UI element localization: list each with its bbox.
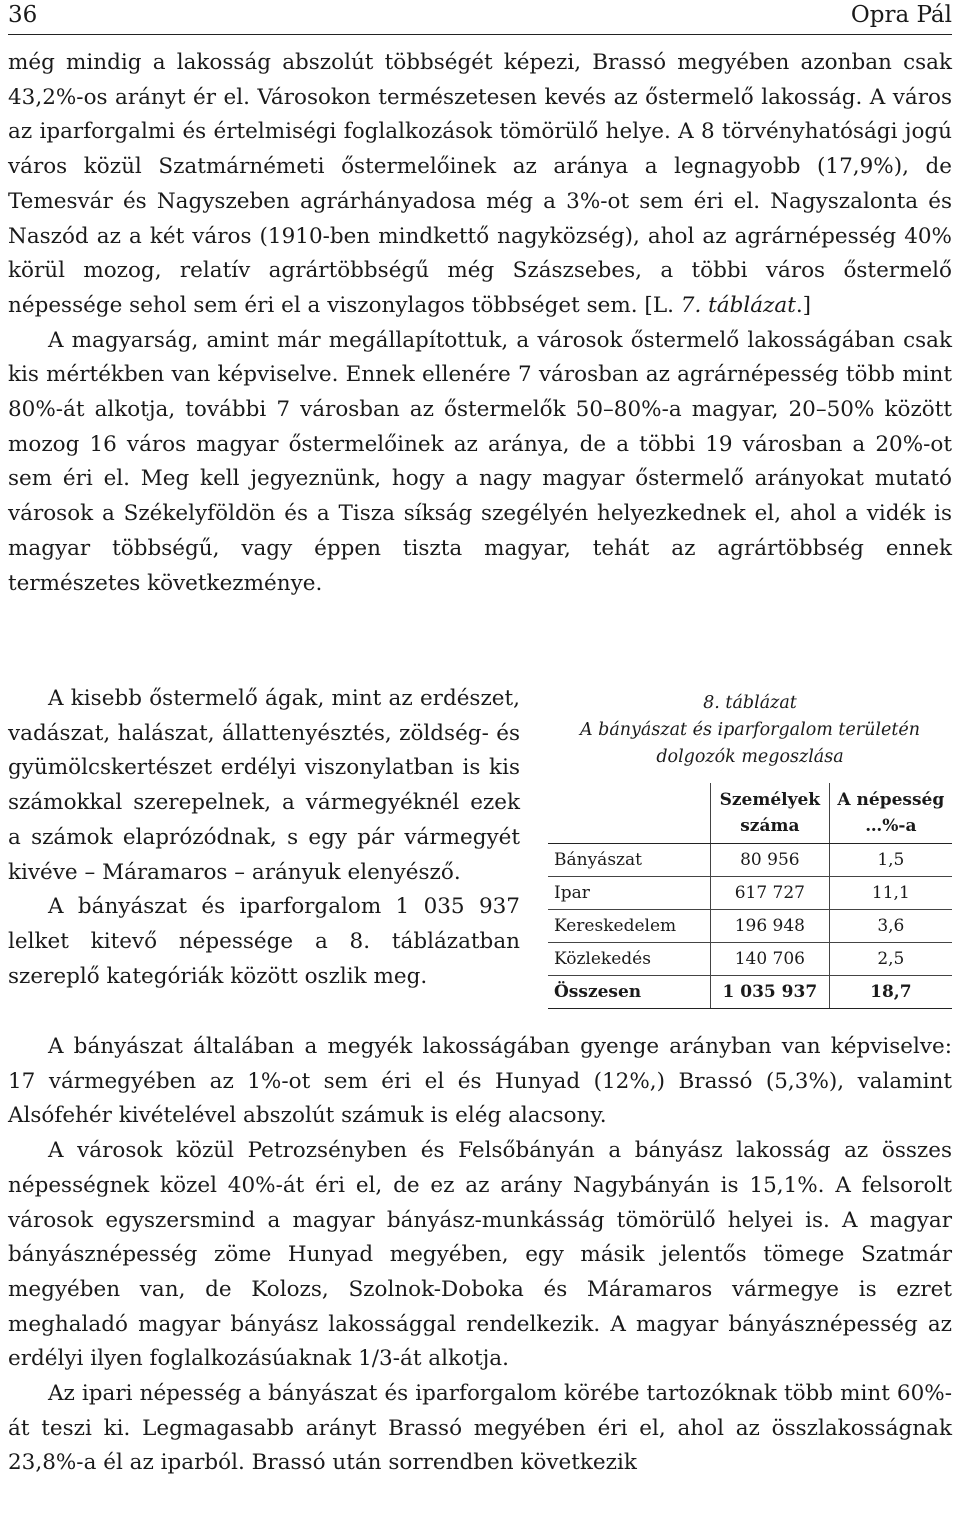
paragraph: A bányászat és iparforgalom 1 035 937 lelket kitevő népessége a 8. táblázatban szereplő kategóriák között oszlik meg. bbox=[8, 894, 520, 989]
total-count: 1 035 937 bbox=[711, 976, 830, 1009]
row-percent: 3,6 bbox=[829, 910, 952, 943]
total-label: Összesen bbox=[548, 976, 711, 1009]
paragraph: A kisebb őstermelő ágak, mint az erdészet, vadászat, halászat, állattenyésztés, zöldség- és gyümölcskertészet erdélyi viszonylatban is kis számokkal szerepelnek, a vármegyéknél ezek a számok elaprózódnak, s egy pár vármegyét kivéve – Máramaros – arányuk elenyésző. bbox=[8, 686, 520, 885]
header-count bbox=[711, 783, 830, 844]
table-number: 8. táblázat bbox=[703, 693, 797, 713]
header-percent-line-1: A népesség bbox=[837, 790, 945, 810]
table-row bbox=[548, 910, 952, 943]
table-caption bbox=[548, 690, 952, 771]
row-label: Közlekedés bbox=[548, 943, 711, 976]
row-percent: 2,5 bbox=[829, 943, 952, 976]
header-count-line-2: száma bbox=[740, 816, 800, 836]
body-section-1 bbox=[8, 46, 952, 601]
row-percent: 1,5 bbox=[829, 844, 952, 877]
table-total-row bbox=[548, 976, 952, 1009]
table-title-line-2: dolgozók megoszlása bbox=[656, 747, 844, 767]
header-category bbox=[548, 783, 711, 844]
table-row bbox=[548, 844, 952, 877]
table-title-line-1: A bányászat és iparforgalom területén bbox=[579, 720, 921, 740]
total-percent: 18,7 bbox=[829, 976, 952, 1009]
paragraph-text: még mindig a lakosság abszolút többségét képezi, Brassó megyében azonban csak 43,2%-os arányt ér el. Városokon természetesen kevés az őstermelő lakosság. A város az iparforgalmi és értelmiségi foglalkozások tömörülő helye. A 8 törvényhatósági jogú város közül Szatmárnémeti őstermelőinek az aránya a legnagyobb (17,9%), de Temesvár és Nagyszeben agrárhányadosa még a 3%-ot sem éri el. Nagyszalonta és Naszód az a két város (1910-ben mindkettő nagyközség), ahol az agrárnépesség 40% körül mozog, relatív agrártöbbségű még Szászsebes, a többi város őstermelő népessége sehol sem éri el a viszonylagos többséget sem. [L. bbox=[8, 50, 952, 318]
table-header-row bbox=[548, 783, 952, 844]
paragraph: A magyarság, amint már megállapítottuk, a városok őstermelő lakosságában csak kis mértékben van képviselve. Ennek ellenére 7 városban az agrárnépesség több mint 80%-át alkotja, további 7 városban az őstermelők 50–80%-a magyar, 20–50% között mozog 16 város magyar őstermelőinek az aránya, de a többi 19 városban a 20%-ot sem éri el. Meg kell jegyeznünk, hogy a nagy magyar őstermelő arányokat mutató városok a Székelyföldön és a Tisza síkság szegélyén helyezkednek el, ahol a vidék is magyar többségű, vagy éppen tiszta magyar, tehát az agrártöbbség ennek természetes következménye. bbox=[8, 327, 952, 596]
paragraph bbox=[8, 46, 952, 324]
paragraph: A bányászat általában a megyék lakosságában gyenge arányban van képviselve: 17 vármegyében az 1%-ot sem éri el és Hunyad (12%,) Brassó (5,3%), valamint Alsófehér kivételével abszolút számuk is elég alacsony. bbox=[8, 1034, 952, 1129]
row-count: 80 956 bbox=[711, 844, 830, 877]
running-head-author: Opra Pál bbox=[850, 2, 952, 28]
row-count: 140 706 bbox=[711, 943, 830, 976]
header-count-line-1: Személyek bbox=[719, 790, 821, 810]
row-count: 617 727 bbox=[711, 877, 830, 910]
row-label: Kereskedelem bbox=[548, 910, 711, 943]
paragraph: A városok közül Petrozsényben és Felsőbányán a bányász lakosság az összes népességnek közel 40%-át éri el, de ez az arány Nagybányán is 15,1%. A felsorolt városok egyszersmind a magyar bányász-munkásság tömörülő helyei is. A magyar bányásznépesség zöme Hunyad megyében, egy másik jelentős tömege Szatmár megyében van, de Kolozs, Szolnok-Doboka és Máramaros vármegye is ezret meghaladó magyar bányász lakossággal rendelkezik. A magyar bányásznépesség az erdélyi ilyen foglalkozásúaknak 1/3-át alkotja. bbox=[8, 1138, 952, 1372]
employment-table bbox=[548, 783, 952, 1009]
paragraph: Az ipari népesség a bányászat és iparforgalom körébe tartozóknak több mint 60%-át teszi ki. Legmagasabb arányt Brassó megyében éri el, ahol az összlakosságnak 23,8%-a él az iparból. Brassó után sorrendben következik bbox=[8, 1381, 952, 1476]
row-count: 196 948 bbox=[711, 910, 830, 943]
table-row bbox=[548, 943, 952, 976]
body-section-3 bbox=[8, 1030, 952, 1481]
wrapped-text-column bbox=[8, 682, 520, 994]
table-8-block bbox=[548, 690, 952, 1009]
row-percent: 11,1 bbox=[829, 877, 952, 910]
page-number: 36 bbox=[8, 2, 38, 28]
table-row bbox=[548, 877, 952, 910]
table-reference: 7. táblázat bbox=[680, 292, 796, 318]
header-percent bbox=[829, 783, 952, 844]
row-label: Ipar bbox=[548, 877, 711, 910]
header-percent-line-2: …%-a bbox=[865, 816, 917, 836]
paragraph-end: .] bbox=[795, 292, 812, 318]
running-header bbox=[8, 0, 952, 35]
row-label: Bányászat bbox=[548, 844, 711, 877]
